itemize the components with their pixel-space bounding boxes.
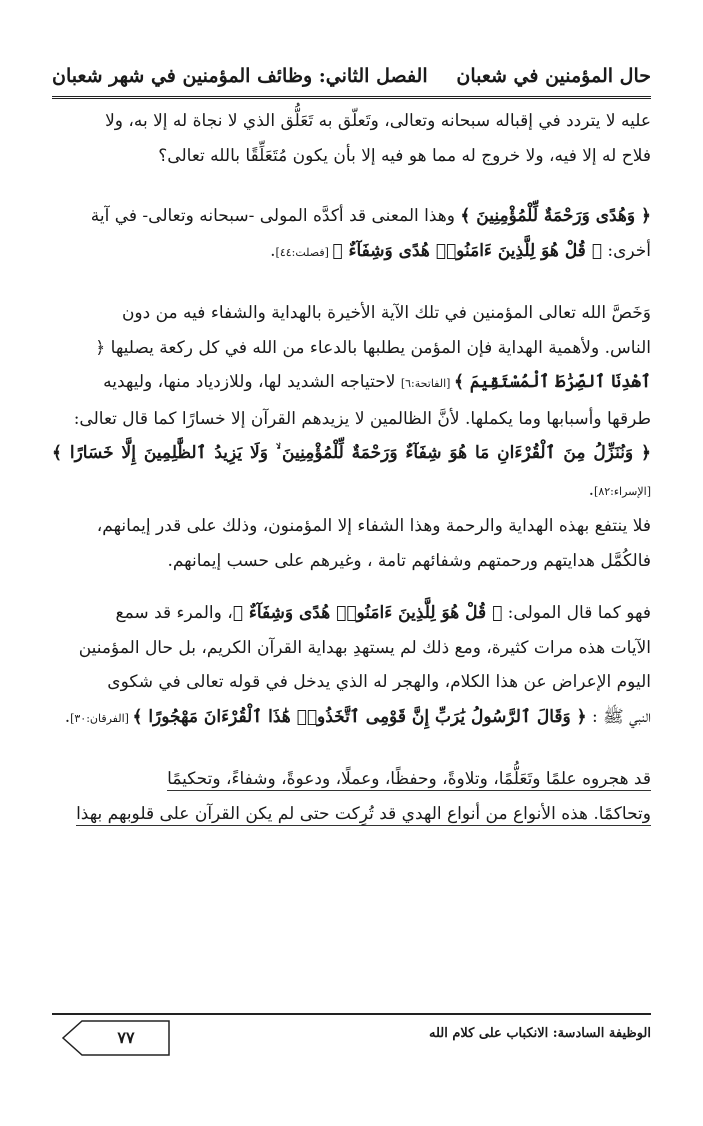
- paragraph-gap: [52, 578, 651, 596]
- text-line: [52, 762, 651, 797]
- underlined-text: وتحاكمًا. هذه الأنواع من أنواع الهدي قد تُرِكت حتى لم يكن القرآن على قلوبهم بهذا: [76, 803, 651, 824]
- text-line: اليوم الإعراض عن هذا الكلام، والهجر له الذي يدخل في قوله تعالى في شكوى: [107, 672, 651, 692]
- text-line: [52, 797, 651, 832]
- header-rule: [52, 96, 651, 99]
- text-span: .: [270, 240, 276, 261]
- text-span: لاحتياجه الشديد لها، وللازدياد منها، وليهديه: [103, 372, 401, 392]
- page-number-box: [60, 1020, 170, 1056]
- text-span: أخرى:: [601, 240, 651, 261]
- text-line: فلاح له إلا فيه، ولا خروج له مما هو فيه إلا بأن يكون مُتَعَلِّقًا بالله تعالى؟: [158, 145, 651, 166]
- quran-verse: ﴿ وَنُنَزِّلُ مِنَ ٱلْقُرْءَانِ مَا هُوَ شِفَآءٌ وَرَحْمَةٌ لِّلْمُؤْمِنِينَ ۙ وَلَا يَزِيدُ ٱلظَّٰلِمِينَ إِلَّا خَسَارًا ﴾: [52, 443, 651, 463]
- verse-reference: [فصلت:٤٤]: [275, 245, 333, 259]
- quran-verse: ﴿ وَقَالَ ٱلرَّسُولُ يَٰرَبِّ إِنَّ قَوْمِى ٱتَّخَذُوا۟ هَٰذَا ٱلْقُرْءَانَ مَهْجُورًا ﴾: [132, 706, 587, 727]
- text-line: الآيات هذه مرات كثيرة، ومع ذلك لم يستهدِ بهداية القرآن الكريم، بل حال المؤمنين: [78, 637, 651, 658]
- text-line: [52, 436, 651, 509]
- verse-reference: [الفاتحة:٦]: [400, 377, 454, 390]
- chapter-title: الفصل الثاني: وظائف المؤمنين في شهر شعبان: [52, 65, 428, 87]
- text-line: [52, 365, 651, 402]
- quran-verse: ٱهْدِنَا ٱلصِّرَٰطَ ٱلْمُسْتَقِيمَ ﴾: [453, 372, 651, 392]
- text-line: عليه لا يتردد في إقباله سبحانه وتعالى، وتَعلّق به تَعَلُّق الذي لا نجاة له إلا به، ولا: [105, 111, 651, 131]
- text-line: فالكُمَّل هدايتهم ورحمتهم وشفائهم تامة ، وغيرهم على حسب إيمانهم.: [167, 550, 651, 571]
- paragraph-gap: [52, 173, 651, 199]
- verse-reference: [الإسراء:٨٢]: [594, 484, 651, 498]
- quran-verse: ﴿ قُلْ هُوَ لِلَّذِينَ ءَامَنُوا۟ هُدًى وَشِفَآءٌ ﴾: [332, 240, 602, 261]
- text-line: [52, 700, 651, 737]
- text-span: فهو كما قال المولى:: [502, 603, 651, 623]
- text-span: .: [588, 479, 595, 500]
- underlined-text: قد هجروه علمًا وتَعَلُّمًا، وتلاوةً، وحفظًا، وعملًا، ودعوةً، وشفاءً، وتحكيمًا: [167, 769, 651, 789]
- running-header: [52, 58, 651, 94]
- text-line: طرقها وأسبابها وما يكملها. لأنَّ الظالمين لا يزيدهم القرآن إلا خسارًا كما قال تعالى:: [73, 408, 651, 429]
- text-line: [52, 596, 651, 631]
- section-title: الوظيفة السادسة: الانكباب على كلام الله: [429, 1026, 651, 1041]
- paragraph-gap: [52, 270, 651, 296]
- page-body: [52, 104, 651, 831]
- paragraph-4: [52, 596, 651, 736]
- book-title: حال المؤمنين في شعبان: [456, 65, 651, 87]
- paragraph-2: [52, 199, 651, 270]
- page-number: ٧٧: [117, 1028, 135, 1047]
- text-line: [52, 199, 651, 234]
- text-line: الناس. ولأهمية الهداية فإن المؤمن يطلبها بالدعاء من الله في كل ركعة يصليها ﴿: [95, 337, 651, 358]
- text-span: النبي ﷺ :: [586, 706, 651, 727]
- page-footer: [52, 1016, 651, 1058]
- paragraph-1: [52, 104, 651, 173]
- text-line: وَخَصَّ الله تعالى المؤمنين في تلك الآية الأخيرة بالهداية والشفاء فيه من دون: [121, 303, 651, 323]
- paragraph-gap: [52, 736, 651, 762]
- text-span: .: [64, 706, 71, 727]
- quran-verse: ﴿ وَهُدًى وَرَحْمَةٌ لِّلْمُؤْمِنِينَ ﴾: [460, 206, 651, 226]
- text-span: ، والمرء قد سمع: [115, 603, 233, 623]
- quran-verse: ﴿ قُلْ هُوَ لِلَّذِينَ ءَامَنُوا۟ هُدًى وَشِفَآءٌ ﴾: [232, 603, 503, 623]
- paragraph-5: [52, 762, 651, 831]
- text-line: فلا ينتفع بهذه الهداية والرحمة وهذا الشفاء إلا المؤمنون، وذلك على قدر إيمانهم،: [96, 516, 651, 536]
- verse-reference: [الفرقان:٣٠]: [70, 711, 133, 725]
- text-line: [52, 234, 651, 271]
- footer-rule: [52, 1013, 651, 1015]
- paragraph-3: [52, 296, 651, 578]
- text-span: وهذا المعنى قد أكدَّه المولى -سبحانه وتعالى- في آية: [90, 206, 461, 226]
